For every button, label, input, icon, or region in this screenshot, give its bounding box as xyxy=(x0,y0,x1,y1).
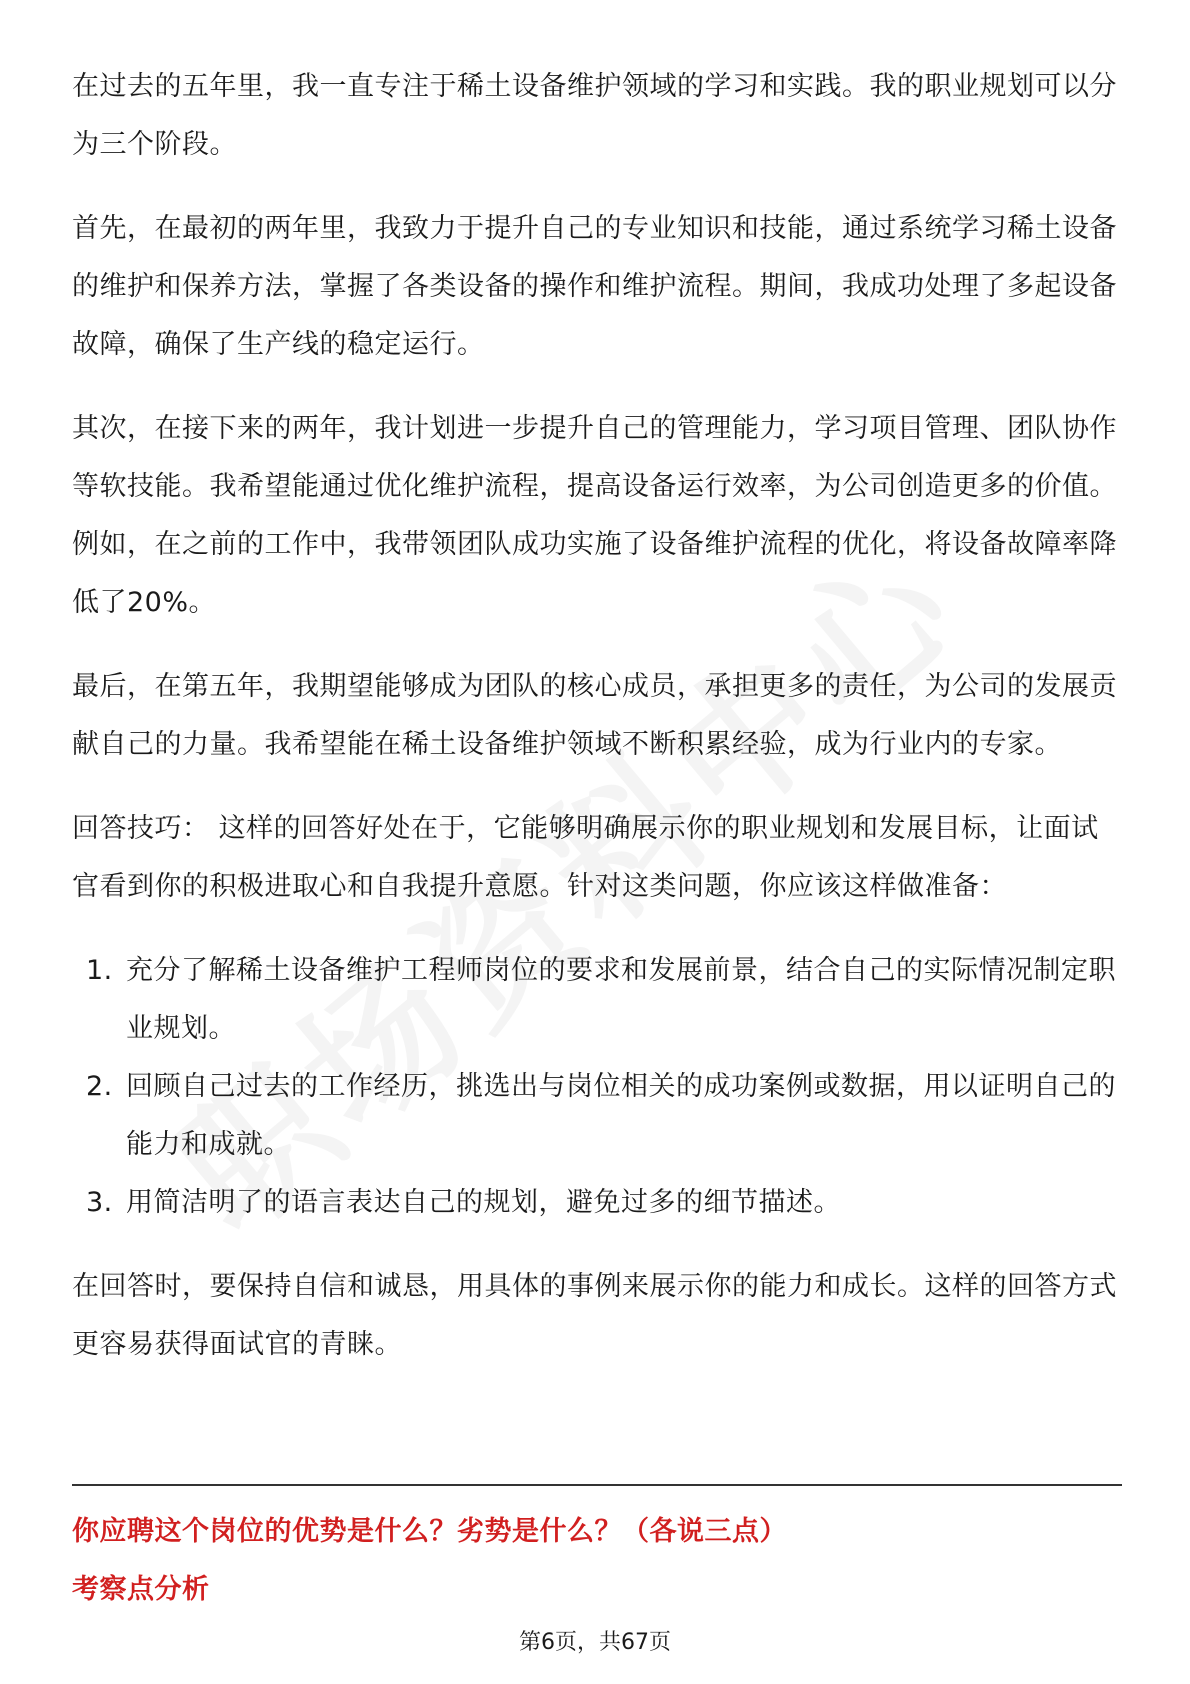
next-question-heading: 你应聘这个岗位的优势是什么？劣势是什么？（各说三点） xyxy=(72,1516,787,1547)
section-divider xyxy=(72,1484,1122,1486)
list-number: 3. xyxy=(86,1187,113,1218)
answer-body xyxy=(72,58,1122,1400)
list-item xyxy=(72,1174,1122,1232)
paragraph-closing: 在回答时，要保持自信和诚恳，用具体的事例来展示你的能力和成长。这样的回答方式更容易获得面试官的青睐。 xyxy=(72,1271,1117,1360)
tips-list xyxy=(72,942,1122,1232)
paragraph-stage-three: 最后，在第五年，我期望能够成为团队的核心成员，承担更多的责任，为公司的发展贡献自己的力量。我希望能在稀土设备维护领域不断积累经验，成为行业内的专家。 xyxy=(72,671,1117,760)
list-number: 1. xyxy=(86,955,113,986)
paragraph-stage-one: 首先，在最初的两年里，我致力于提升自己的专业知识和技能，通过系统学习稀土设备的维护和保养方法，掌握了各类设备的操作和维护流程。期间，我成功处理了多起设备故障，确保了生产线的稳定运行。 xyxy=(72,213,1117,360)
list-item-text: 充分了解稀土设备维护工程师岗位的要求和发展前景，结合自己的实际情况制定职业规划。 xyxy=(126,955,1116,1044)
paragraph-answer-tips: 回答技巧： 这样的回答好处在于，它能够明确展示你的职业规划和发展目标，让面试官看到你的积极进取心和自我提升意愿。针对这类问题，你应该这样做准备： xyxy=(72,813,1099,902)
paragraph-stage-two: 其次，在接下来的两年，我计划进一步提升自己的管理能力，学习项目管理、团队协作等软技能。我希望能通过优化维护流程，提高设备运行效率，为公司创造更多的价值。例如，在之前的工作中，我带领团队成功实施了设备维护流程的优化，将设备故障率降低了20%。 xyxy=(72,413,1117,618)
analysis-label: 考察点分析 xyxy=(72,1574,210,1605)
list-item-text: 用简洁明了的语言表达自己的规划，避免过多的细节描述。 xyxy=(126,1187,841,1218)
list-item xyxy=(72,1058,1122,1174)
list-item-text: 回顾自己过去的工作经历，挑选出与岗位相关的成功案例或数据，用以证明自己的能力和成就。 xyxy=(126,1071,1116,1160)
list-number: 2. xyxy=(86,1071,113,1102)
page-number: 第6页，共67页 xyxy=(519,1630,671,1655)
list-item xyxy=(72,942,1122,1058)
paragraph-intro: 在过去的五年里，我一直专注于稀土设备维护领域的学习和实践。我的职业规划可以分为三个阶段。 xyxy=(72,71,1117,160)
